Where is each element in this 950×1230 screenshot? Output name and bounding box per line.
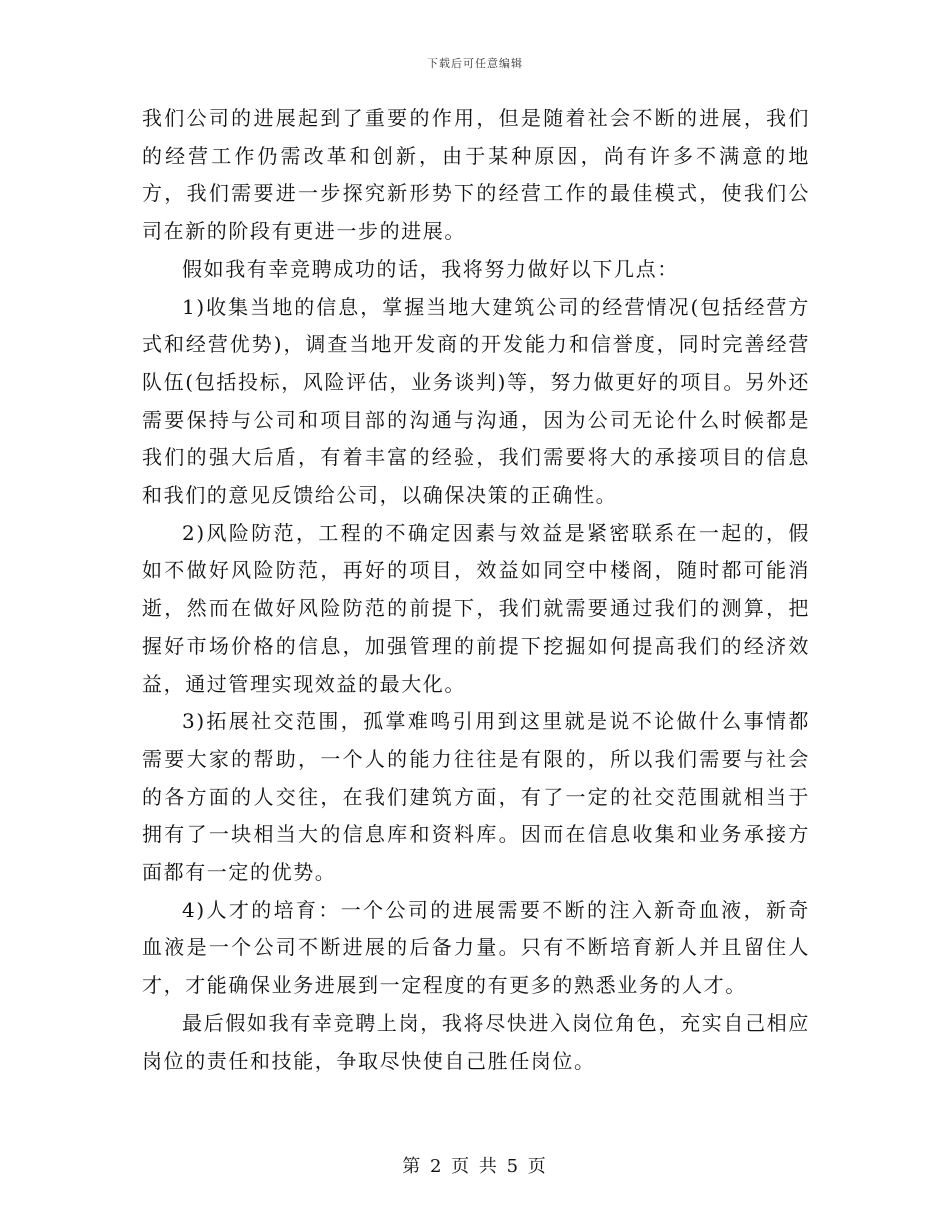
document-body xyxy=(142,100,810,1080)
paragraph-continuation: 我们公司的进展起到了重要的作用，但是随着社会不断的进展，我们的经营工作仍需改革和创新，由于某种原因，尚有许多不满意的地方，我们需要进一步探究新形势下的经营工作的最佳模式，使我们公司在新的阶段有更进一步的进展。 xyxy=(142,106,810,244)
paragraph-conclusion: 最后假如我有幸竞聘上岗，我将尽快进入岗位角色，充实自己相应岗位的责任和技能，争取尽快使自己胜任岗位。 xyxy=(142,1010,810,1073)
paragraph-point-3: 3)拓展社交范围，孤掌难鸣引用到这里就是说不论做什么事情都需要大家的帮助，一个人的能力往往是有限的，所以我们需要与社会的各方面的人交往，在我们建筑方面，有了一定的社交范围就相当于拥有了一块相当大的信息库和资料库。因而在信息收集和业务承接方面都有一定的优势。 xyxy=(142,709,810,885)
paragraph-point-1: 1)收集当地的信息，掌握当地大建筑公司的经营情况(包括经营方式和经营优势)，调查当地开发商的开发能力和信誉度，同时完善经营队伍(包括投标，风险评估，业务谈判)等，努力做更好的项目。另外还需要保持与公司和项目部的沟通与沟通，因为公司无论什么时候都是我们的强大后盾，有着丰富的经验，我们需要将大的承接项目的信息和我们的意见反馈给公司，以确保决策的正确性。 xyxy=(142,294,810,508)
page-number-footer: 第 2 页 共 5 页 xyxy=(402,1156,548,1177)
page-header: 下载后可任意编辑 xyxy=(427,57,523,70)
paragraph-point-4: 4)人才的培育：一个公司的进展需要不断的注入新奇血液，新奇血液是一个公司不断进展的后备力量。只有不断培育新人并且留住人才，才能确保业务进展到一定程度的有更多的熟悉业务的人才。 xyxy=(142,897,810,998)
paragraph-intro-points: 假如我有幸竞聘成功的话，我将努力做好以下几点： xyxy=(182,256,679,281)
paragraph-point-2: 2)风险防范，工程的不确定因素与效益是紧密联系在一起的，假如不做好风险防范，再好的项目，效益如同空中楼阁，随时都可能消逝，然而在做好风险防范的前提下，我们就需要通过我们的测算，把握好市场价格的信息，加强管理的前提下挖掘如何提高我们的经济效益，通过管理实现效益的最大化。 xyxy=(142,520,810,696)
